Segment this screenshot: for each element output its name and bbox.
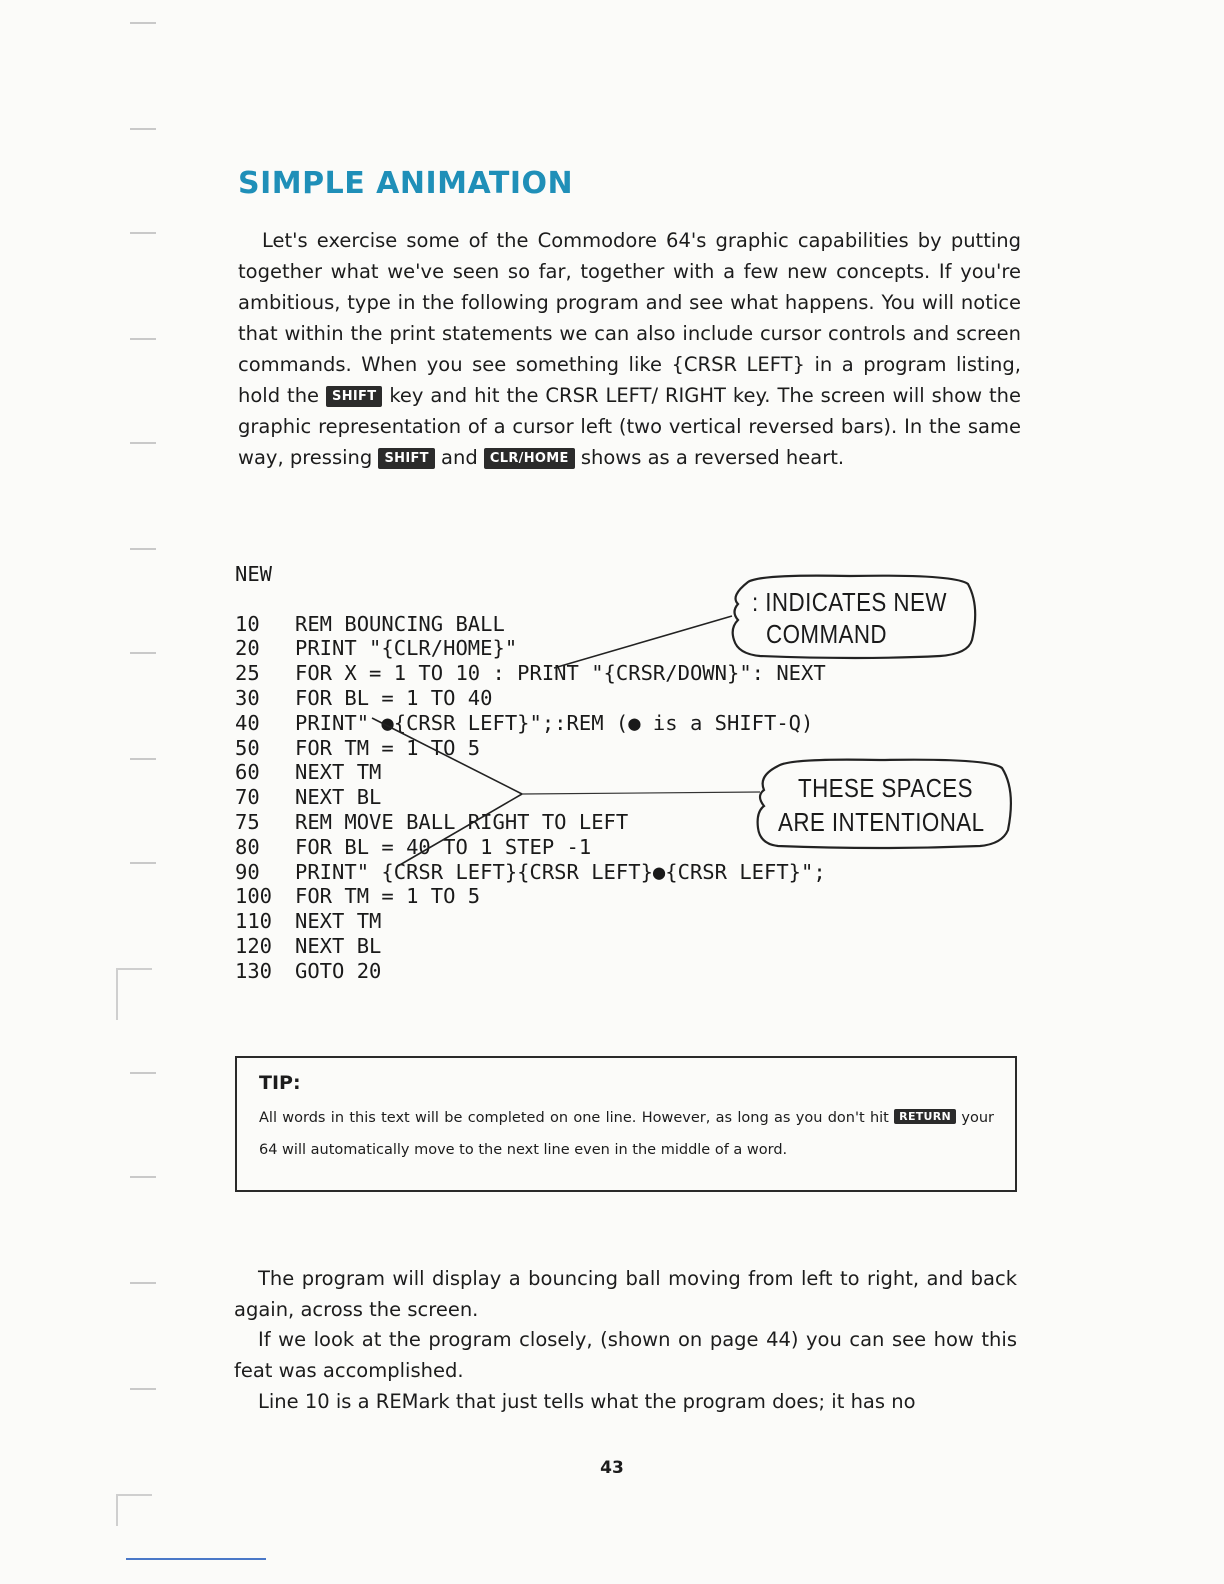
new-command-callout-line-1: : INDICATES NEW — [752, 587, 947, 617]
spaces-pointer-up — [372, 718, 522, 794]
body-paragraph-1 — [234, 1263, 1017, 1325]
line-code: REM BOUNCING BALL — [295, 611, 505, 636]
shift-key: SHIFT — [326, 386, 382, 407]
line-code: PRINT" {CRSR LEFT}{CRSR LEFT}●{CRSR LEFT}"; — [295, 859, 826, 884]
program-header: NEW — [235, 562, 273, 586]
shift-key: SHIFT — [378, 448, 434, 469]
line-code: FOR TM = 1 TO 5 — [295, 884, 481, 909]
tip-text-1: All words in this text will be completed on one line. However, as long as you don't hit — [259, 1110, 889, 1126]
line-code: NEXT BL — [295, 785, 382, 810]
line-code: GOTO 20 — [295, 958, 382, 983]
line-code: FOR X = 1 TO 10 : PRINT "{CRSR/DOWN}": NEXT — [295, 661, 826, 686]
footer-rule — [126, 1558, 266, 1560]
body-paragraph-3 — [234, 1386, 1017, 1417]
intro-text-1: Let's exercise some of the Commodore 64's graphic capabilities by putting together what we've seen so far, together with a few new concepts. If you're ambitious, type in the following program and see what happens. You will notice that within the print statements we can also include cursor controls and screen commands. When you see something like {CRSR LEFT} in a program listing, hold the — [238, 229, 1021, 407]
intro-text-4: shows as a reversed heart. — [580, 446, 845, 469]
line-number: 80 — [235, 834, 260, 859]
line-number: 60 — [235, 760, 260, 785]
intro-text-2: key and hit the CRSR LEFT/ RIGHT key. The screen will show the graphic representation of a cursor left (two vertical reversed bars). In the same way, pressing — [238, 384, 1021, 469]
line-number: 110 — [235, 909, 273, 934]
line-code: FOR BL = 1 TO 40 — [295, 685, 493, 710]
line-code: NEXT BL — [295, 933, 382, 958]
body-text-3: Line 10 is a REMark that just tells what the program does; it has no — [258, 1390, 916, 1413]
line-number: 10 — [235, 611, 260, 636]
line-number: 90 — [235, 859, 260, 884]
line-code: FOR TM = 1 TO 5 — [295, 735, 481, 760]
tip-text — [259, 1102, 994, 1166]
clr-home-key: CLR/HOME — [484, 448, 575, 469]
spaces-callout-line-2: ARE INTENTIONAL — [778, 807, 985, 837]
line-number: 50 — [235, 735, 260, 760]
line-number: 70 — [235, 785, 260, 810]
line-code: PRINT "{CLR/HOME}" — [295, 636, 518, 661]
tip-title: TIP: — [259, 1072, 301, 1094]
spaces-pointer — [522, 792, 760, 794]
page-number: 43 — [600, 1458, 624, 1478]
line-number: 130 — [235, 958, 273, 983]
line-number: 20 — [235, 636, 260, 661]
new-command-callout-line-2: COMMAND — [766, 619, 888, 649]
line-number: 40 — [235, 710, 260, 735]
line-number: 120 — [235, 933, 273, 958]
spaces-callout-line-1: THESE SPACES — [798, 773, 973, 803]
line-code: FOR BL = 40 TO 1 STEP -1 — [295, 834, 592, 859]
body-text-2: If we look at the program closely, (shown on page 44) you can see how this feat was accomplished. — [234, 1328, 1017, 1382]
tip-box — [235, 1056, 1017, 1192]
line-number: 25 — [235, 661, 260, 686]
new-command-pointer — [554, 616, 732, 668]
line-code: NEXT TM — [295, 909, 382, 934]
tip-text-2: your 64 will automatically move to the next line even in the middle of a word. — [259, 1110, 994, 1158]
line-code: NEXT TM — [295, 760, 382, 785]
line-code: REM MOVE BALL RIGHT TO LEFT — [295, 809, 629, 834]
intro-text-3: and — [441, 446, 478, 469]
return-key: RETURN — [894, 1109, 956, 1124]
body-paragraph-2 — [234, 1324, 1017, 1386]
spaces-pointer-down — [398, 794, 522, 866]
line-number: 30 — [235, 685, 260, 710]
section-title: SIMPLE ANIMATION — [238, 166, 574, 201]
line-number: 100 — [235, 884, 273, 909]
line-number: 75 — [235, 809, 260, 834]
line-code: PRINT" ●{CRSR LEFT}";:REM (● is a SHIFT-Q) — [295, 710, 814, 735]
body-text-1: The program will display a bouncing ball moving from left to right, and back again, across the screen. — [234, 1267, 1017, 1321]
